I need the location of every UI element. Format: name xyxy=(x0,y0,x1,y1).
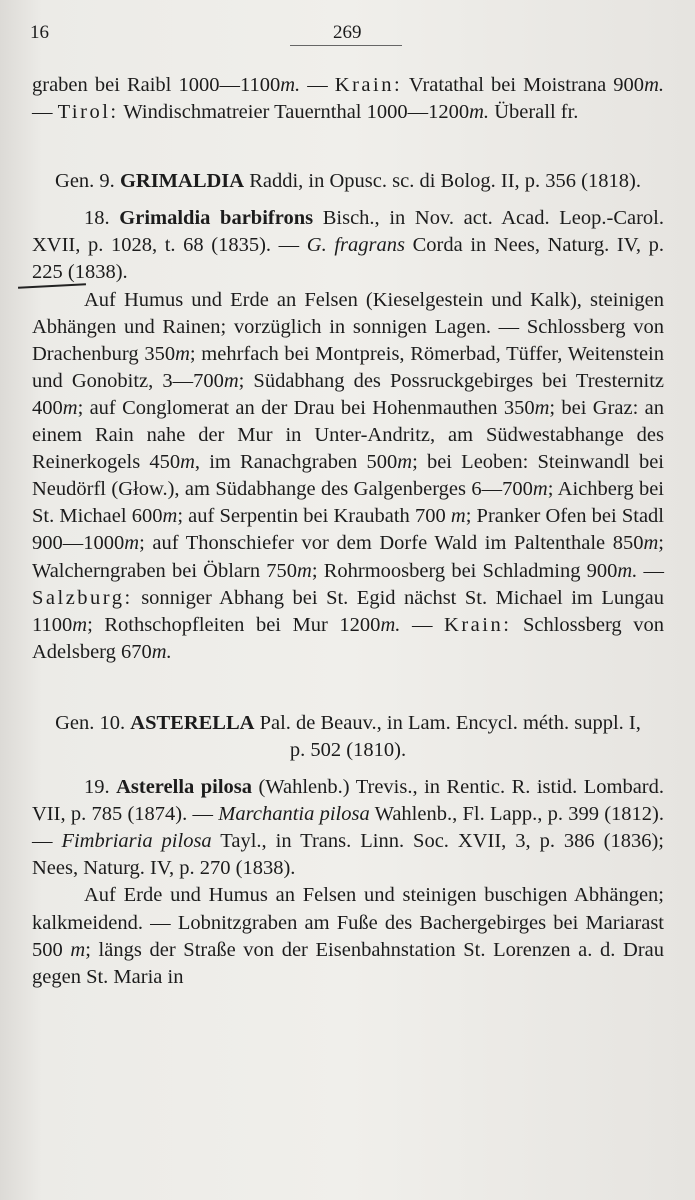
habitat-paragraph-19: Auf Erde und Humus an Felsen und steinigen buschigen Abhängen; kalkmeidend. — Lobnitzgraben am Fuße des Bachergebirges bei Mariarast 500 m; längs der Straße von der Eisenbahnstation St. Lorenzen a. d. Drau gegen St. Maria in xyxy=(32,884,665,988)
genus-name: ASTERELLA xyxy=(130,711,255,734)
region-krain: Krain: xyxy=(334,74,403,96)
genus-name: GRIMALDIA xyxy=(119,170,245,193)
region-tirol: Tirol: xyxy=(57,101,119,124)
habitat-paragraph-18: Auf Humus und Erde an Felsen (Kieselgestein und Kalk), steinigen Abhängen und Rainen; vorzüglich in sonnigen Lagen. — Schlossberg von Drachenburg 350m; mehrfach bei Montpreis, Römerbad, Tüffer, Weitenstein und Gonobitz, 3—700m; Südabhang des Possruckgebirges bei Tresternitz 400m; auf Conglomerat an der Drau bei Hohenmauthen 350m; bei Graz: an einem Rain nahe der Mur in Unter-Andritz, am Südwestabhange des Reinerkogels 450m, im Ranachgraben 500m; bei Leoben: Steinwandl bei Neudörfl (Głow.), am Südabhange des Galgenberges 6—700m; Aichberg bei St. Michael 600m; auf Serpentin bei Kraubath 700 m; Pranker Ofen bei Stadl 900—1000m; auf Thonschiefer vor dem Dorfe Wald im Paltenthale 850m; Walcherngraben bei Öblarn 750m; Rohrmoosberg bei Schladming 900m. — Salzburg: sonniger Abhang bei St. Egid nächst St. Michael im Lungau 1100m; Rothschopfleiten bei Mur 1200m. — Krain: Schlossberg von Adelsberg 670m. xyxy=(32,288,665,663)
left-page-number: 16 xyxy=(30,22,49,43)
species-entry-18: 18. Grimaldia barbifrons Bisch., in Nov. act. Acad. Leop.-Carol. XVII, p. 1028, t. 68 (1835). — G. fragrans Corda in Nees, Naturg. IV, p. 225 (1838). xyxy=(32,207,664,284)
body-text xyxy=(32,72,664,991)
species-name: Grimaldia barbifrons xyxy=(119,207,314,230)
region-krain: Krain: xyxy=(444,613,512,636)
genus-heading-asterella: Gen. 10. ASTERELLA Pal. de Beauv., in Lam. Encycl. méth. suppl. I, p. 502 (1810). xyxy=(55,711,641,761)
species-name: Asterella pilosa xyxy=(116,776,253,799)
genus-heading-grimaldia: Gen. 9. GRIMALDIA Raddi, in Opusc. sc. di Bolog. II, p. 356 (1818). xyxy=(55,170,641,193)
species-entry-19: 19. Asterella pilosa (Wahlenb.) Trevis., in Rentic. R. istid. Lombard. VII, p. 785 (1874). — Marchantia pilosa Wahlenb., Fl. Lapp., p. 399 (1812). — Fimbriaria pilosa Tayl., in Trans. Linn. Soc. XVII, 3, p. 386 (1836); Nees, Naturg. IV, p. 270 (1838). xyxy=(32,776,665,880)
intro-paragraph: graben bei Raibl 1000—1100m. — Krain: Vratathal bei Moistrana 900m. — Tirol: Windischmatreier Tauernthal 1000—1200m. Überall fr. xyxy=(32,74,664,124)
page-number: 269 xyxy=(333,22,362,43)
region-salzburg: Salzburg: xyxy=(32,586,133,609)
header-rule xyxy=(290,45,402,46)
